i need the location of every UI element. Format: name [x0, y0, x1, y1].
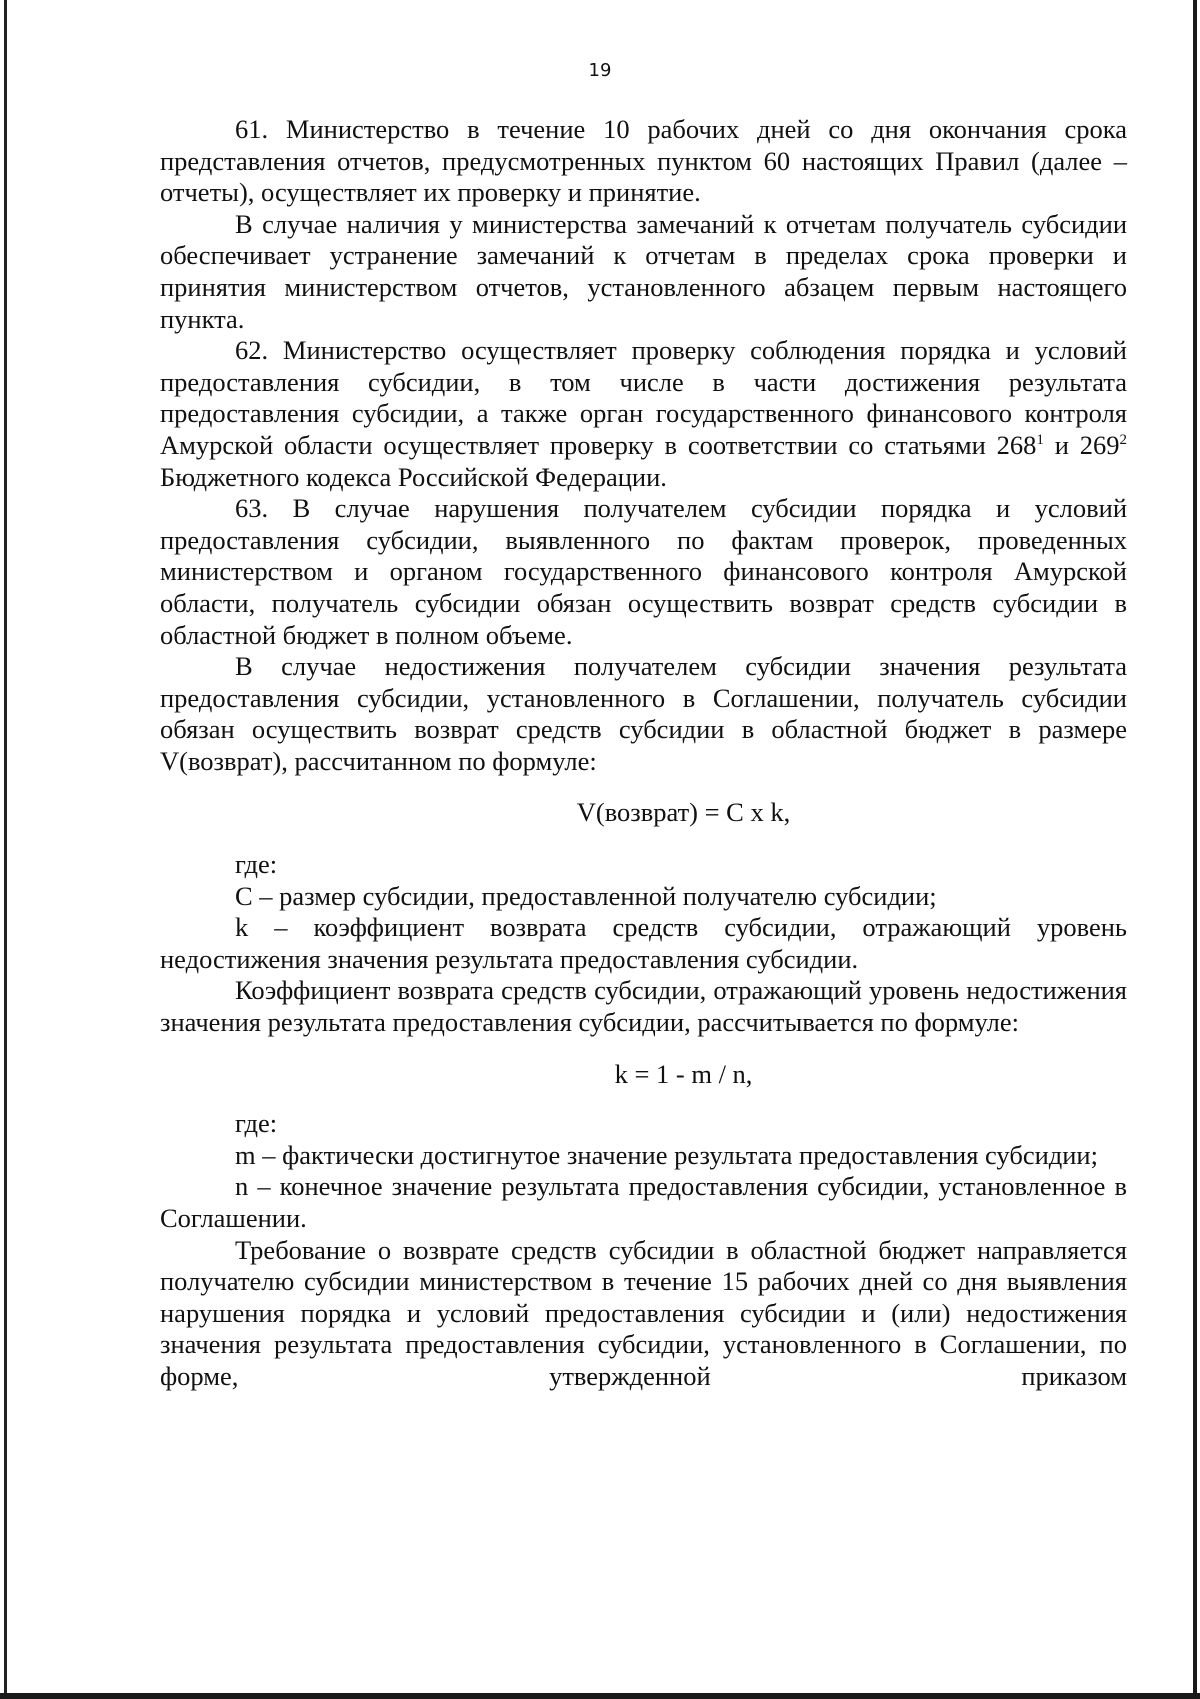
formula-coefficient: k = 1 - m / n, — [614, 1058, 753, 1089]
where-label-2: где: — [235, 1108, 278, 1139]
paragraph-63: 63. В случае нарушения получателем субсидии порядка и условий предоставления субсидии, выявленного по фактам проверок, проведенных министерством и органом государственного финансового контроля Амурской области, получатель субсидии обязан осуществить возврат средств субсидии в областной бюджет в полном объеме. — [160, 493, 1127, 650]
definition-k: k – коэффициент возврата средств субсидии, отражающий уровень недостижения значения результата предоставления субсидии. — [160, 912, 1127, 974]
paragraph-62-text-1: 62. Министерство осуществляет проверку соблюдения порядка и условий предоставления субсидии, в том числе в части достижения результата предоставления субсидии, а также орган государственного финансового контроля Амурской области осуществляет проверку в соответствии со статьями 268 — [160, 335, 1127, 460]
scan-edge-left — [4, 0, 7, 1699]
scan-edge-right — [1193, 0, 1197, 1699]
paragraph-61: 61. Министерство в течение 10 рабочих дней со дня окончания срока представления отчетов, предусмотренных пунктом 60 настоящих Правил (далее – отчеты), осуществляет их проверку и принятие. — [160, 114, 1127, 208]
paragraph-62 — [160, 335, 1127, 493]
paragraph-63-non-achievement: В случае недостижения получателем субсидии значения результата предоставления субсидии, установленного в Соглашении, получатель субсидии обязан осуществить возврат средств субсидии в областной бюджет в размере V(возврат), рассчитанном по формуле: — [160, 651, 1127, 776]
page-number: 19 — [588, 60, 612, 81]
where-label-1: где: — [235, 849, 278, 880]
coefficient-intro: Коэффициент возврата средств субсидии, отражающий уровень недостижения значения результата предоставления субсидии, рассчитывается по формуле: — [160, 975, 1127, 1038]
paragraph-61-remarks: В случае наличия у министерства замечаний к отчетам получатель субсидии обеспечивает устранение замечаний к отчетам в пределах срока проверки и принятия министерством отчетов, установленного абзацем первым настоящего пункта. — [160, 208, 1127, 334]
paragraph-62-text-3: Бюджетного кодекса Российской Федерации. — [160, 461, 667, 492]
definition-m: m – фактически достигнутое значение результата предоставления субсидии; — [235, 1139, 1098, 1170]
scan-edge-bottom — [0, 1693, 1200, 1699]
document-body — [160, 114, 1127, 1393]
formula-return-amount: V(возврат) = C x k, — [576, 797, 791, 828]
superscript-2: 2 — [1119, 432, 1128, 449]
definition-c: C – размер субсидии, предоставленной получателю субсидии; — [235, 880, 937, 911]
paragraph-62-text-2: и 269 — [1043, 429, 1120, 460]
superscript-1: 1 — [1036, 432, 1044, 449]
paragraph-requirement: Требование о возврате средств субсидии в областной бюджет направляется получателю субсидии министерством в течение 15 рабочих дней со дня выявления нарушения порядка и условий предоставления субсидии и (или) недостижения значения результата предоставления субсидии, установленного в Соглашении, по форме, утвержденной приказом — [160, 1234, 1127, 1391]
definition-n: n – конечное значение результата предоставления субсидии, установленное в Соглашении. — [160, 1171, 1127, 1233]
